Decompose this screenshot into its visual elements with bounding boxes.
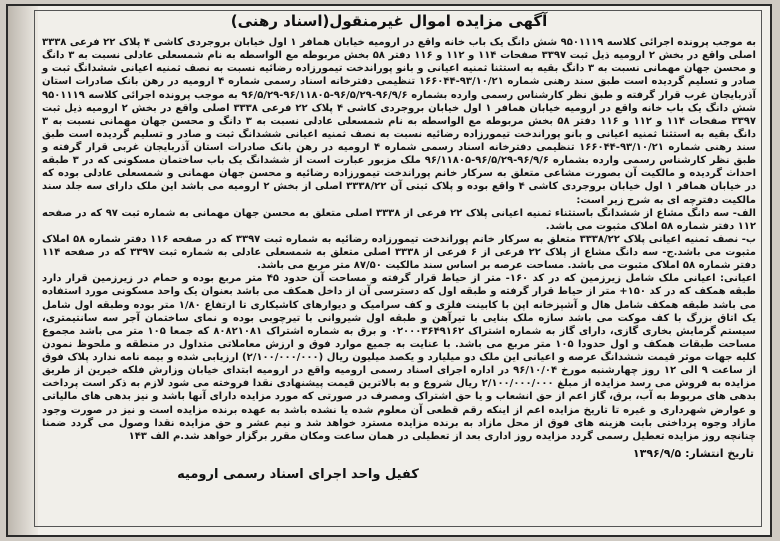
paragraph-deed-a: الف- سه دانگ مشاع از ششدانگ باستثناء ثمنیه اعیانی پلاک ۲۲ فرعی از ۳۳۳۸ اصلی متعلق به محسن جهان مهمانی به شماره ثبت ۹۷ که در صفحه ۱۱۲ دفتر شماره ۵۸ املاک مثبوت می باشد. [42,207,756,232]
notice-sheet [6,4,772,537]
paragraph-building: اعیانی: اعیانی ملک شامل زیرزمین که در کد ۱۶۰- متر از حیاط قرار گرفته و مساحت آن حدود ۴۵ متر مربع بوده و حمام در زیرزمین قرار دارد طبقه همکف که در کد ۱۵۰+ متر از حیاط قرار گرفته و طبقه اول که دسترسی آن از داخل همکف می باشد بعنوان یک واحد مسکونی مورد استفاده می باشد طبقه همکف شامل هال و آشپزخانه اپن با کابینت فلزی و کف سرامیک و دیوارهای کاشیکاری تا ارتفاع ۱/۸۰ متر بوده وطبقه اول شامل یک اتاق بزرگ با کف موکت می باشد سازه ملک بنایی با تیرآهن و طبقه اول شیروانی با تیرچوبی بوده و نمای ساختمان آجر سه سانتیمتری، سیستم گرمایش بخاری گازی، دارای گاز به شماره اشتراک ۰۲۰۰۰۳۶۴۹۱۶۲ و برق به شماره اشتراک ۸۰۸۲۱۰۸۱ که جمعا ۱۰۵ متر می باشد مجموع مساحت طبقات همکف و اول حدودا ۱۰۵ متر مربع می باشد. با عنایت به جمیع موارد فوق و ارزش معاملاتی متداول در منطقه و ملحوظ نمودن کلیه جهات موثر قیمت ششدانگ عرصه و اعیانی این ملک دو میلیارد و یکصد میلیون ریال (۲/۱۰۰/۰۰۰/۰۰۰) ارزیابی شده و بیمه نامه ندارد پلاک فوق از ساعت ۹ الی ۱۲ روز چهارشنبه مورخ ۹۶/۱۰/۰۴ در اداره اجرای اسناد رسمی ارومیه واقع در ارومیه ابتدای خیابان وزارش فلکه خیرین از طریق مزایده به فروش می رسد مزایده از مبلغ ۲/۱۰۰/۰۰۰/۰۰۰ ریال شروع و به بالاترین قیمت پیشنهادی نقدا فروخته می شود لازم به ذکر است پرداخت بدهی های مربوط به آب، برق، گاز اعم از حق انشعاب و یا حق اشتراک ومصرف در صورتی که مورد مزایده دارای آنها باشد و نیز بدهی های مالیاتی و عوارض شهرداری و غیره تا تاریخ مزایده اعم از اینکه رقم قطعی آن معلوم شده یا نشده باشد به عهده برنده مزایده است و نیز در صورت وجود مازاد وجوه پرداختی بابت هزینه های فوق از محل مازاد به برنده مزایده مسترد خواهد شد و نیم عشر و حق مزایده نقدا وصول می گردد ضمنا چنانچه روز مزایده تعطیل رسمی گردد مزایده روز اداری بعد از تعطیلی در همان ساعت ومکان مقرر برگزار خواهد شد.م الف ۱۴۳ [42,273,756,442]
signature-line: کفیل واحد اجرای اسناد رسمی ارومیه [177,467,419,482]
paragraph-main: به موجب پرونده اجرائی کلاسه ۹۵۰۱۱۱۹ شش دانگ یک باب خانه واقع در ارومیه خیابان همافر ۱ اول خیابان بروجردی کاشی ۴ پلاک ۲۲ فرعی ۳۳۳۸ اصلی واقع در بخش ۲ ارومیه ذیل ثبت ۳۳۹۷ صفحات ۱۱۴ و ۱۱۲ و ۱۱۶ دفتر ۵۸ بخش مربوطه مع الواسطه به نام شمسعلی عادلی نسبت به ۳ دانگ و محسن جهان مهمانی نسبت به ۳ دانگ بقیه به استثنا ثمنیه اعیانی و بانو پوراندخت تیمورزاده رضائیه نسبت به نصف ثمنیه اعیانی ششدانگ ثبت و صادر و تسلیم گردیده است طبق سند رهنی شماره ۹۳/۱۰/۲۱-۱۶۶۰۴۴ تنظیمی دفترخانه اسناد رسمی شماره ۴ ارومیه در رهن بانک صادرات استان آذربایجان غرب قرار گرفته و طبق نظر کارشناس رسمی وارده بشماره ۹۶/۹/۶-۹۶/۵/۲۹-۹۶/۱۱۸۰۵-۹۶/۵/۲۹ به موجب پرونده اجرائی کلاسه ۹۵۰۱۱۱۹ شش دانگ یک باب خانه واقع در ارومیه خیابان همافر ۱ اول خیابان بروجردی کاشی ۴ پلاک ۲۲ فرعی ۳۳۳۸ اصلی واقع در بخش ۲ ارومیه ذیل ثبت ۳۳۹۷ صفحات ۱۱۴ و ۱۱۲ و ۱۱۶ دفتر ۵۸ بخش مربوطه مع الواسطه به نام شمسعلی عادلی نسبت به ۳ دانگ و محسن جهان مهمانی نسبت به ۳ دانگ بقیه به استثنا ثمنیه اعیانی و بانو پوراندخت تیمورزاده رضائیه نسبت به نصف ثمنیه اعیانی ششدانگ ثبت و صادر و تسلیم گردیده است طبق سند رهنی شماره ۹۳/۱۰/۲۱-۱۶۶۰۴۴ تنظیمی دفترخانه اسناد رسمی شماره ۴ ارومیه در رهن بانک صادرات استان آذربایجان غربی قرار گرفته و طبق نظر کارشناس رسمی وارده بشماره ۹۶/۹/۶-۹۶/۵/۲۹-۹۶/۱۱۸۰۵ ملک مزبور عبارت است از ششدانگ یک باب ساختمان مسکونی که در ۳ طبقه احداث گردیده و مالکیت آن بصورت مشاعی متعلق به سرکار خانم پوراندخت تیمورزاده رضائیه و محسن جهان مهمانی و شمسعلی عادلی بوده که در خیابان همافر ۱ اول خیابان بروجردی کاشی ۴ واقع بوده و پلاک ثبتی آن ۳۳۳۸/۲۲ اصلی از بخش ۲ ارومیه می باشد این ملک دارای سه جلد سند مالکیت دفترچه ای به شرح زیر است: [42,37,757,206]
notice-body [42,36,756,443]
notice-footer [48,447,754,460]
paragraph-deed-b: ب- نصف ثمنیه اعیانی پلاک ۳۳۳۸/۲۲ متعلق به سرکار خانم پوراندخت تیمورزاده رضائیه به شماره ثبت ۳۳۹۷ که در صفحه ۱۱۶ دفتر شماره ۵۸ املاک مثبوت می باشد.ج- سه دانگ مشاع از پلاک ۲۲ فرعی از ۶ فرعی از ۳۳۳۸ اصلی متعلق به شمسعلی عادلی به شماره ثبت ۳۳۹۷ که در صفحه ۱۱۴ دفتر شماره ۵۸ املاک مثبوت می باشد. مساحت عرصه بر اساس سند مالکیت ۸۷/۵۰ متر مربع می باشد. [42,233,756,272]
publish-date: تاریخ انتشار: ۱۳۹۶/۹/۵ [632,447,754,460]
notice-title: آگهی مزایده اموال غیرمنقول(اسناد رهنی) [230,12,548,30]
